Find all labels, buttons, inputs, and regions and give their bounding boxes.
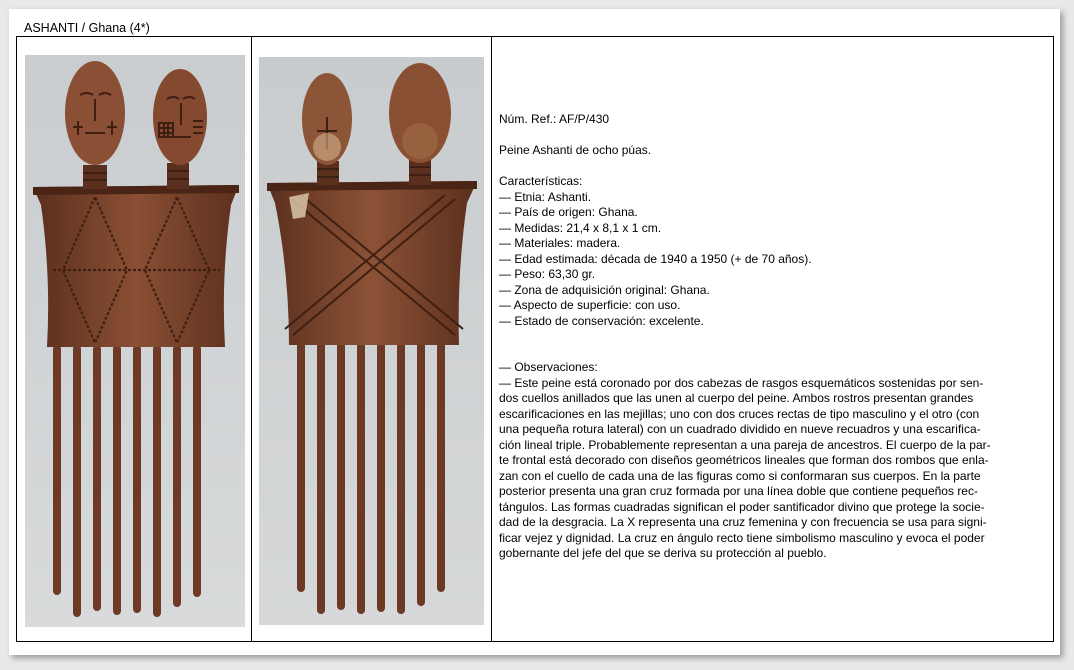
characteristic-item: — Aspecto de superficie: con uso. — [499, 298, 681, 312]
characteristic-item: — Medidas: 21,4 x 8,1 x 1 cm. — [499, 220, 662, 235]
characteristic-item: — Peso: 63,30 gr. — [499, 267, 596, 281]
observation-line: una pequeña rotura lateral) con un cuadrado dividido en nueve recuadros y una escarifica- — [499, 422, 981, 436]
comb-back-photo — [259, 57, 484, 625]
observation-line: — Este peine está coronado por dos cabezas de rasgos esquemáticos sostenidas por sen- — [499, 375, 984, 390]
comb-back-illustration — [259, 57, 484, 625]
characteristic-item: — Estado de conservación: excelente. — [499, 313, 704, 328]
catalog-table — [16, 36, 1054, 642]
comb-front-photo — [25, 55, 245, 627]
observation-line: zan con el cuello de cada una de las figuras como si conformaran sus cuerpos. En la parte — [499, 468, 981, 483]
characteristic-item: — Edad estimada: década de 1940 a 1950 (+ de 70 años). — [499, 251, 812, 266]
characteristic-item: — Materiales: madera. — [499, 236, 621, 250]
observation-line: ción lineal triple. Probablemente representan a una pareja de ancestros. El cuerpo de la par- — [499, 437, 991, 452]
description-text — [499, 112, 1039, 562]
back-photo-cell — [251, 37, 492, 641]
observation-line: gobernante del jefe del que se deriva su protección al pueblo. — [499, 546, 827, 560]
characteristic-item: — Zona de adquisición original: Ghana. — [499, 282, 710, 297]
document-title: ASHANTI / Ghana (4*) — [24, 21, 150, 35]
comb-front-illustration — [25, 55, 245, 627]
observation-line: dad de la desgracia. La X representa una cruz femenina y con frecuencia se usa para signi- — [499, 515, 987, 529]
observation-line: escarificaciones en las mejillas; uno con dos cruces rectas de tipo masculino y el otro (con — [499, 406, 980, 421]
characteristic-item: — Etnia: Ashanti. — [499, 189, 592, 204]
reference-number: Núm. Ref.: AF/P/430 — [499, 112, 610, 126]
object-name: Peine Ashanti de ocho púas. — [499, 143, 652, 157]
observation-line: tángulos. Las formas cuadradas significan el poder santificador divino que protege la socie- — [499, 499, 985, 514]
observation-line: posterior presenta una gran cruz formada por una línea doble que contiene pequeños rec- — [499, 484, 978, 498]
observation-line: dos cuellos anillados que las unen al cuerpo del peine. Ambos rostros presentan grandes — [499, 391, 974, 405]
front-photo-cell — [17, 37, 252, 641]
observation-line: te frontal está decorado con diseños geométricos lineales que forman dos rombos que enla- — [499, 453, 989, 467]
characteristic-item: — País de origen: Ghana. — [499, 205, 638, 219]
observation-line: ficar vejez y dignidad. La cruz en ángulo recto tiene simbolismo masculino y evoca el poder — [499, 530, 985, 545]
characteristics-heading: Características: — [499, 174, 583, 188]
observations-heading: — Observaciones: — [499, 360, 598, 374]
description-cell — [491, 37, 1053, 641]
